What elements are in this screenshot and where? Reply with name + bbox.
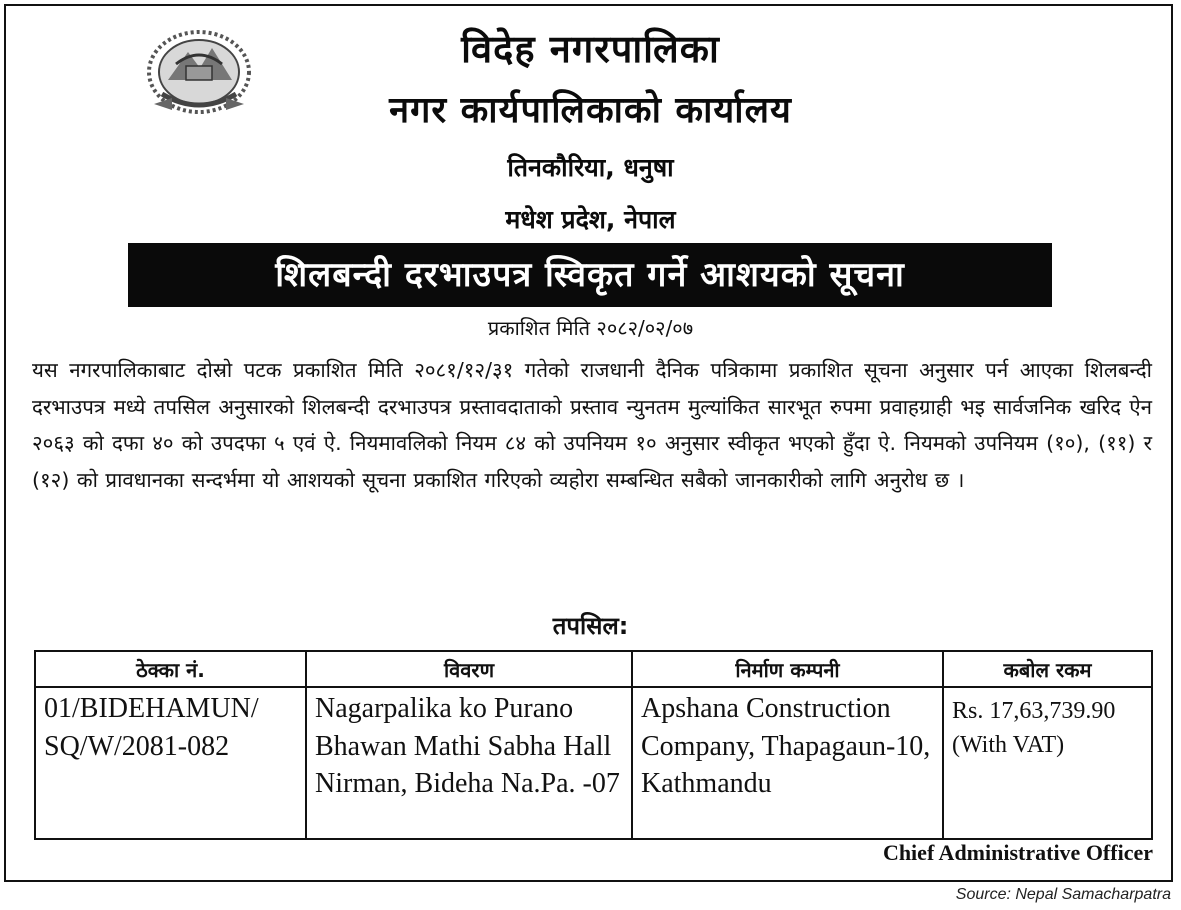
address-line-1: तिनकौरिया, धनुषा bbox=[507, 153, 674, 182]
column-header-contract-no: ठेक्का नं. bbox=[35, 651, 306, 687]
published-date: प्रकाशित मिति २०८२/०२/०७ bbox=[487, 316, 694, 340]
amount-value: Rs. 17,63,739.90 bbox=[952, 698, 1116, 724]
cell-contract-no: 01/BIDEHAMUN/ SQ/W/2081-082 bbox=[35, 687, 306, 839]
source-credit: Source: Nepal Samacharpatra bbox=[955, 886, 1171, 903]
column-header-amount: कबोल रकम bbox=[943, 651, 1152, 687]
signatory: Chief Administrative Officer bbox=[882, 840, 1153, 865]
column-header-description: विवरण bbox=[306, 651, 632, 687]
cell-company: Apshana Construction Company, Thapagaun-10, Kathmandu bbox=[632, 687, 943, 839]
table-header-row bbox=[35, 651, 1152, 687]
notice-title-banner: शिलबन्दी दरभाउपत्र स्विकृत गर्ने आशयको सूचना bbox=[128, 243, 1052, 307]
address-line-2: मधेश प्रदेश, नेपाल bbox=[505, 205, 676, 234]
schedule-table bbox=[34, 650, 1153, 840]
notice-body: यस नगरपालिकाबाट दोस्रो पटक प्रकाशित मिति २०८१/१२/३१ गतेको राजधानी दैनिक पत्रिकामा प्रकाशित सूचना अनुसार पर्न आएका शिलबन्दी दरभाउपत्र मध्ये तपसिल अनुसारको शिलबन्दी दरभाउपत्र प्रस्तावदाताको प्रस्ताव न्युनतम मुल्यांकित सारभूत रुपमा प्रवाहग्राही भइ सार्वजनिक खरिद ऐन २०६३ को दफा ४० को उपदफा ५ एवं ऐ. नियमावलिको नियम ८४ को उपनियम १० अनुसार स्वीकृत भएको हुँदा ऐ. नियमको उपनियम (१०), (११) र (१२) को प्रावधानका सन्दर्भमा यो आशयको सूचना प्रकाशित गरिएको व्यहोरा सम्बन्धित सबैको जानकारीको लागि अनुरोध छ । bbox=[32, 358, 1152, 492]
schedule-heading: तपसिल: bbox=[552, 612, 629, 640]
table-row bbox=[35, 687, 1152, 839]
organization-name: विदेह नगरपालिका bbox=[461, 27, 720, 71]
cell-amount bbox=[943, 687, 1152, 839]
amount-note: (With VAT) bbox=[952, 732, 1065, 758]
cell-description: Nagarpalika ko Purano Bhawan Mathi Sabha Hall Nirman, Bideha Na.Pa. -07 bbox=[306, 687, 632, 839]
column-header-company: निर्माण कम्पनी bbox=[632, 651, 943, 687]
office-name: नगर कार्यपालिकाको कार्यालय bbox=[389, 90, 792, 131]
